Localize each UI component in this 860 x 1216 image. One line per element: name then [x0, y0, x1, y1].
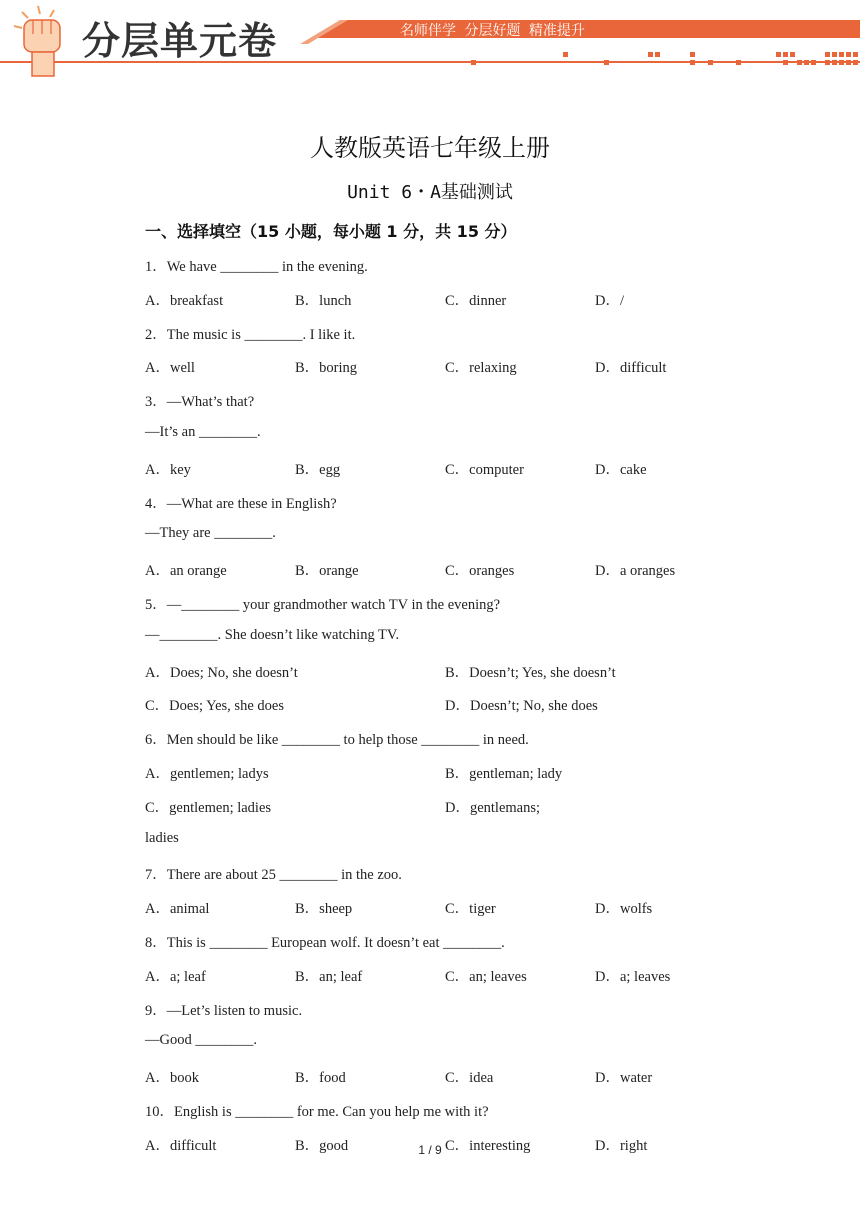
option-d: D．cake — [595, 461, 647, 478]
option-a: A．difficult — [145, 1137, 217, 1154]
brand-title: 分层单元卷 — [82, 19, 278, 63]
option-c: C．interesting — [445, 1137, 531, 1154]
option-b: B．good — [295, 1137, 349, 1154]
option-a: A．an orange — [145, 563, 227, 580]
option-d: D．a oranges — [595, 563, 676, 580]
option-a: A．book — [145, 1070, 199, 1087]
option-b: B．sheep — [295, 901, 353, 918]
question-stem: 2．The music is ________. I like it. — [145, 326, 356, 343]
question-stem: 7．There are about 25 ________ in the zoo. — [145, 867, 402, 884]
option-d: D．Doesn’t; No, she does — [445, 698, 598, 715]
option-c: C．an; leaves — [445, 968, 527, 985]
option-d: D．a; leaves — [595, 968, 671, 985]
header-slogan: 名师伴学 分层好题 精准提升 — [400, 23, 585, 39]
option-c: C．tiger — [445, 901, 496, 918]
option-c: C．relaxing — [445, 360, 517, 377]
option-d: D．right — [595, 1137, 648, 1154]
page-number: 1 / 9 — [418, 1143, 442, 1157]
option-a: A．well — [145, 360, 195, 377]
option-a: A．Does; No, she doesn’t — [145, 664, 298, 681]
question-stem: 4．—What are these in English? — [145, 495, 337, 512]
question-stem: —They are ________. — [145, 525, 276, 542]
option-b: B．lunch — [295, 292, 352, 309]
question-stem: 6．Men should be like ________ to help those ________ in need. — [145, 732, 529, 749]
question-stem: 9．—Let’s listen to music. — [145, 1002, 303, 1019]
option-a: A．gentlemen; ladys — [145, 766, 269, 782]
question-stem: —Good ________. — [145, 1032, 257, 1049]
question-stem: 5．—________ your grandmother watch TV in the evening? — [145, 597, 501, 613]
option-c: C．dinner — [445, 292, 507, 309]
option-d: D．wolfs — [595, 901, 653, 918]
page-title: 人教版英语七年级上册 — [310, 134, 550, 162]
option-wrap-text: ladies — [145, 829, 179, 846]
option-a: A．key — [145, 461, 191, 478]
page-subtitle: Unit 6・A基础测试 — [347, 182, 513, 203]
question-stem: 10．English is ________ for me. Can you help me with it? — [145, 1104, 489, 1120]
option-d: D．/ — [595, 292, 624, 309]
option-c: C．gentlemen; ladies — [145, 799, 272, 816]
fist-logo-icon — [14, 6, 60, 76]
question-stem: —It’s an ________. — [145, 424, 261, 440]
option-b: B．egg — [295, 461, 341, 478]
question-stem: 8．This is ________ European wolf. It doesn’t eat ________. — [145, 935, 505, 951]
option-b: B．Doesn’t; Yes, she doesn’t — [445, 664, 616, 681]
option-d: D．gentlemans; — [445, 799, 541, 816]
option-b: B．boring — [295, 360, 358, 377]
option-c: C．idea — [445, 1070, 494, 1087]
option-c: C．Does; Yes, she does — [145, 698, 284, 715]
section-heading: 一、选择填空（15 小题，每小题 1 分，共 15 分） — [145, 222, 517, 241]
option-d: D．difficult — [595, 360, 667, 377]
option-a: A．a; leaf — [145, 968, 206, 985]
option-b: B．an; leaf — [295, 968, 363, 985]
option-a: A．animal — [145, 901, 210, 918]
option-b: B．gentleman; lady — [445, 766, 563, 782]
header-banner — [0, 0, 860, 80]
option-a: A．breakfast — [145, 292, 224, 309]
option-c: C．oranges — [445, 563, 515, 580]
question-stem: 1．We have ________ in the evening. — [145, 259, 368, 275]
pixel-dots-decoration — [471, 52, 858, 65]
option-c: C．computer — [445, 461, 524, 478]
question-stem: 3．—What’s that? — [145, 394, 255, 411]
question-stem: —________. She doesn’t like watching TV. — [145, 626, 400, 643]
option-b: B．food — [295, 1070, 346, 1087]
option-b: B．orange — [295, 563, 359, 580]
option-d: D．water — [595, 1070, 653, 1087]
